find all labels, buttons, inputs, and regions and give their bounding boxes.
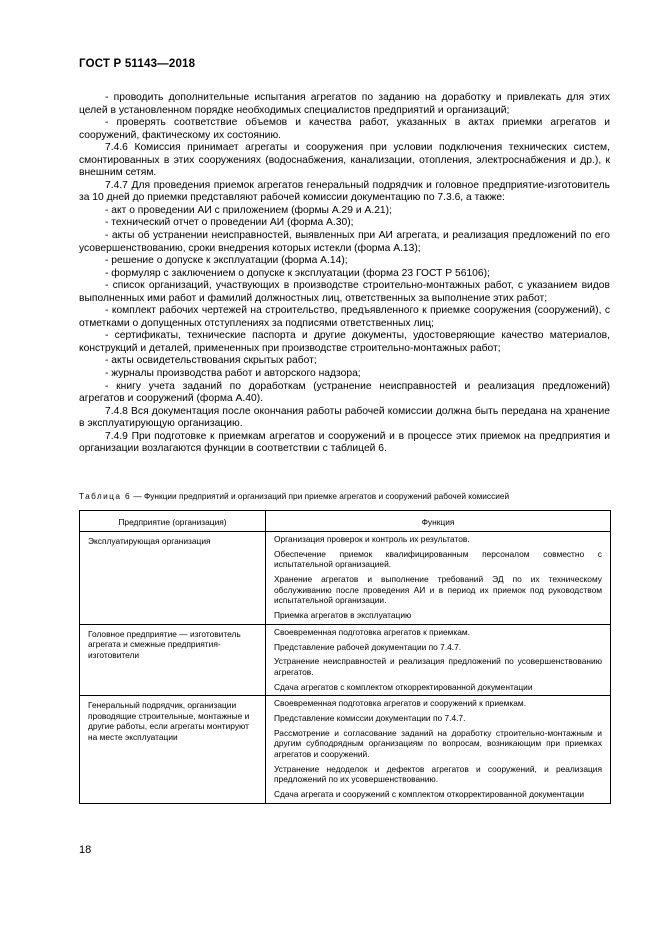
table-header-row: [80, 511, 611, 532]
table-row: [80, 532, 611, 625]
paragraph: 7.4.7 Для проведения приемок агрегатов генеральный подрядчик и головное предприятие-изготовитель за 10 дней до приемки представляют рабочей комиссии документацию по 7.3.6, а также:: [79, 179, 610, 204]
function-cell: [266, 624, 611, 696]
paragraph: - проверять соответствие объемов и качества работ, указанных в актах приемки агрегатов и сооружений, фактическому их состоянию.: [79, 117, 610, 141]
paragraph: - решение о допуске к эксплуатации (форма А.14);: [105, 255, 348, 267]
function-cell: [266, 532, 611, 625]
paragraph: - технический отчет о проведении АИ (форма А.30);: [105, 217, 354, 229]
function-item: Обеспечение приемок квалифицированным персоналом совместно с испытательной организацией.: [274, 548, 602, 570]
paragraph: - журналы производства работ и авторского надзора;: [105, 368, 361, 380]
function-item: Своевременная подготовка агрегатов к приемкам.: [274, 626, 471, 637]
paragraph: 7.4.6 Комиссия принимает агрегаты и сооружения при условии подключения технических систем, смонтированных в этих сооружениях (водоснабжения, канализации, отопления, электроснабжения и др.), к внешним сетям.: [79, 142, 610, 179]
document-header-code: ГОСТ Р 51143—2018: [79, 58, 196, 70]
paragraph: - список организаций, участвующих в производстве строительно-монтажных работ, с указанием видов выполненных ими работ и фамилий должностных лиц, ответственных за выполнение этих работ;: [79, 280, 610, 304]
table-caption: [79, 491, 619, 502]
table-row: [80, 624, 611, 696]
paragraph: - формуляр с заключением о допуске к эксплуатации (форма 23 ГОСТ Р 56106);: [105, 267, 490, 279]
function-item: Сдача агрегатов с комплектом откорректированной документации: [274, 681, 533, 692]
document-body: [79, 92, 610, 456]
column-header-function: Функция: [266, 511, 611, 532]
paragraph: - сертификаты, технические паспорта и другие документы, удостоверяющие качество материалов, конструкций и деталей, примененных при производстве строительно-монтажных работ;: [79, 330, 610, 354]
function-item: Хранение агрегатов и выполнение требований ЭД по их техническому обслуживанию после проведения АИ и в период их приемок под руководством испытательной организации.: [274, 574, 602, 606]
function-item: Устранение недоделок и дефектов агрегатов и сооружений, и реализация предложений по их усовершенствованию.: [274, 763, 602, 785]
organization-cell: Генеральный подрядчик, организации проводящие строительные, монтажные и другие работы, если агрегаты монтируют на месте эксплуатации: [80, 696, 266, 804]
table-caption-text: — Функции предприятий и организаций при приемке агрегатов и сооружений рабочей комиссией: [131, 491, 510, 501]
column-header-organization: Предприятие (организация): [80, 511, 266, 532]
function-item: Представление комиссии документации по 7.4.7.: [274, 713, 466, 724]
paragraph: - акты об устранении неисправностей, выявленных при АИ агрегата, и реализация предложений по его усовершенствованию, сроки внедрения которых истекли (форма А.13);: [79, 230, 610, 254]
function-item: Сдача агрегата и сооружений с комплектом откорректированной документации: [274, 789, 585, 800]
function-item: Представление рабочей документации по 7.4.7.: [274, 641, 462, 652]
function-item: Организация проверок и контроль их результатов.: [274, 534, 470, 544]
paragraph: - проводить дополнительные испытания агрегатов по заданию на доработку и привлекать для этих целей в установленном порядке необходимых специалистов предприятий и организаций;: [79, 92, 610, 116]
paragraph: - акты освидетельствования скрытых работ;: [105, 355, 317, 367]
organization-cell: Эксплуатирующая организация: [80, 532, 266, 625]
functions-table: [79, 510, 611, 804]
organization-cell: Головное предприятие — изготовитель агрегата и смежные предприятия-изготовители: [80, 624, 266, 696]
function-item: Рассмотрение и согласование заданий на доработку строительно-монтажным и другим субподрядным организациям по вопросам, возникающим при приемках агрегатов и сооружений.: [274, 727, 602, 759]
function-item: Приемка агрегатов в эксплуатацию: [274, 610, 412, 621]
table-caption-label: Таблица 6: [79, 491, 132, 501]
paragraph: 7.4.9 При подготовке к приемкам агрегатов и сооружений и в процессе этих приемок на предприятия и организации возлагаются функции в соответствии с таблицей 6.: [79, 430, 610, 455]
function-cell: [266, 696, 611, 804]
paragraph: - книгу учета заданий по доработкам (устранение неисправностей и реализация предложений) агрегатов и сооружений (форма А.40).: [79, 380, 610, 405]
paragraph: 7.4.8 Вся документация после окончания работы рабочей комиссии должна быть передана на хранение в эксплуатирующую организацию.: [79, 405, 610, 430]
paragraph: - комплект рабочих чертежей на строительство, предъявленного к приемке сооружения (сооружений), с отметками о допущенных отступлениях за подписями ответственных лиц;: [79, 305, 610, 329]
function-item: Устранение неисправностей и реализация предложений по усовершенствованию агрегатов.: [274, 656, 602, 677]
page-number: 18: [79, 844, 92, 856]
paragraph: - акт о проведении АИ с приложением (формы А.29 и А.21);: [105, 204, 392, 216]
function-item: Своевременная подготовка агрегатов и сооружений к приемкам.: [274, 698, 527, 709]
table-row: [80, 696, 611, 804]
